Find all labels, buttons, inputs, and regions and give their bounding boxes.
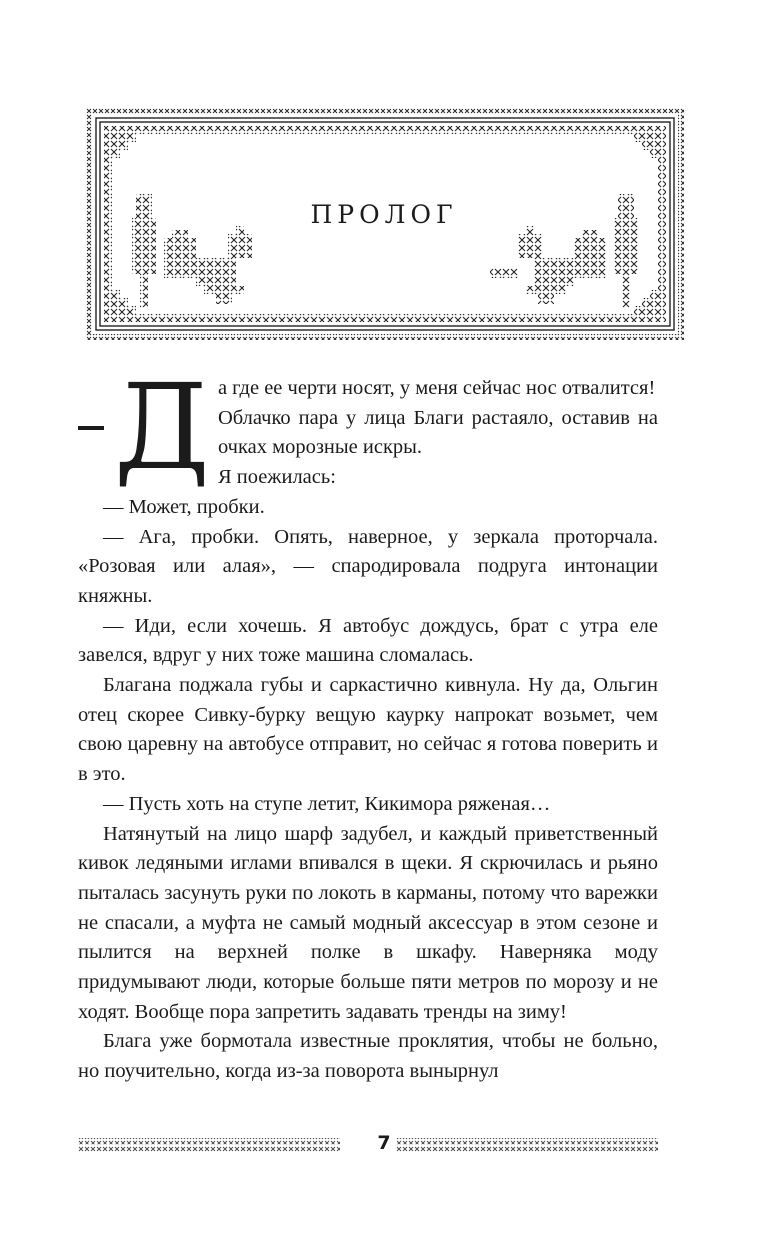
- chapter-title: ПРОЛОГ: [310, 200, 458, 229]
- paragraph: Натянутый на лицо шарф задубел, и каждый приветственный кивок ледяными иглами впивался в щеки. Я скрючилась и рьяно пыталась засунуть руки по локоть в карманы, потому что варежки не спасали, а муфта не самый модный аксессуар в этом сезоне и пылится на верхней полке в шкафу. Наверняка моду придумывают люди, которые больше пяти метров по морозу и не ходят. Вообще пора запретить задавать тренды на зиму!: [78, 822, 658, 1023]
- paragraph: — Пусть хоть на ступе летит, Кикимора ряженая…: [103, 792, 551, 815]
- paragraph: а где ее черти носят, у меня сейчас нос отвалится!: [217, 377, 656, 399]
- paragraph: — Может, пробки.: [103, 495, 265, 518]
- paragraph: Я поежилась:: [217, 466, 336, 489]
- page-number: 7: [377, 1132, 391, 1154]
- dialogue-dash: [78, 426, 104, 430]
- paragraph: Блага уже бормотала известные проклятия, чтобы не больно, но поучительно, когда из-за поворота вынырнул: [78, 1030, 658, 1083]
- paragraph: — Ага, пробки. Опять, наверное, у зеркала проторчала. «Розовая или алая», — спародировала подруга интонации княжны.: [78, 525, 658, 607]
- drop-cap-letter: Д: [114, 358, 210, 496]
- paragraph: Благана поджала губы и саркастично кивнула. Ну да, Ольгин отец скорее Сивку-бурку вещую каурку напрокат возьмет, чем свою царевну на автобусе отправит, но сейчас я готова поверить и в это.: [78, 674, 658, 786]
- paragraph: — Иди, если хочешь. Я автобус дождусь, брат с утра еле завелся, вдруг у них тоже машина сломалась.: [78, 614, 658, 667]
- body-text: [78, 358, 658, 1087]
- paragraph: Облачко пара у лица Благи растаяло, оставив на очках морозные искры.: [217, 406, 658, 459]
